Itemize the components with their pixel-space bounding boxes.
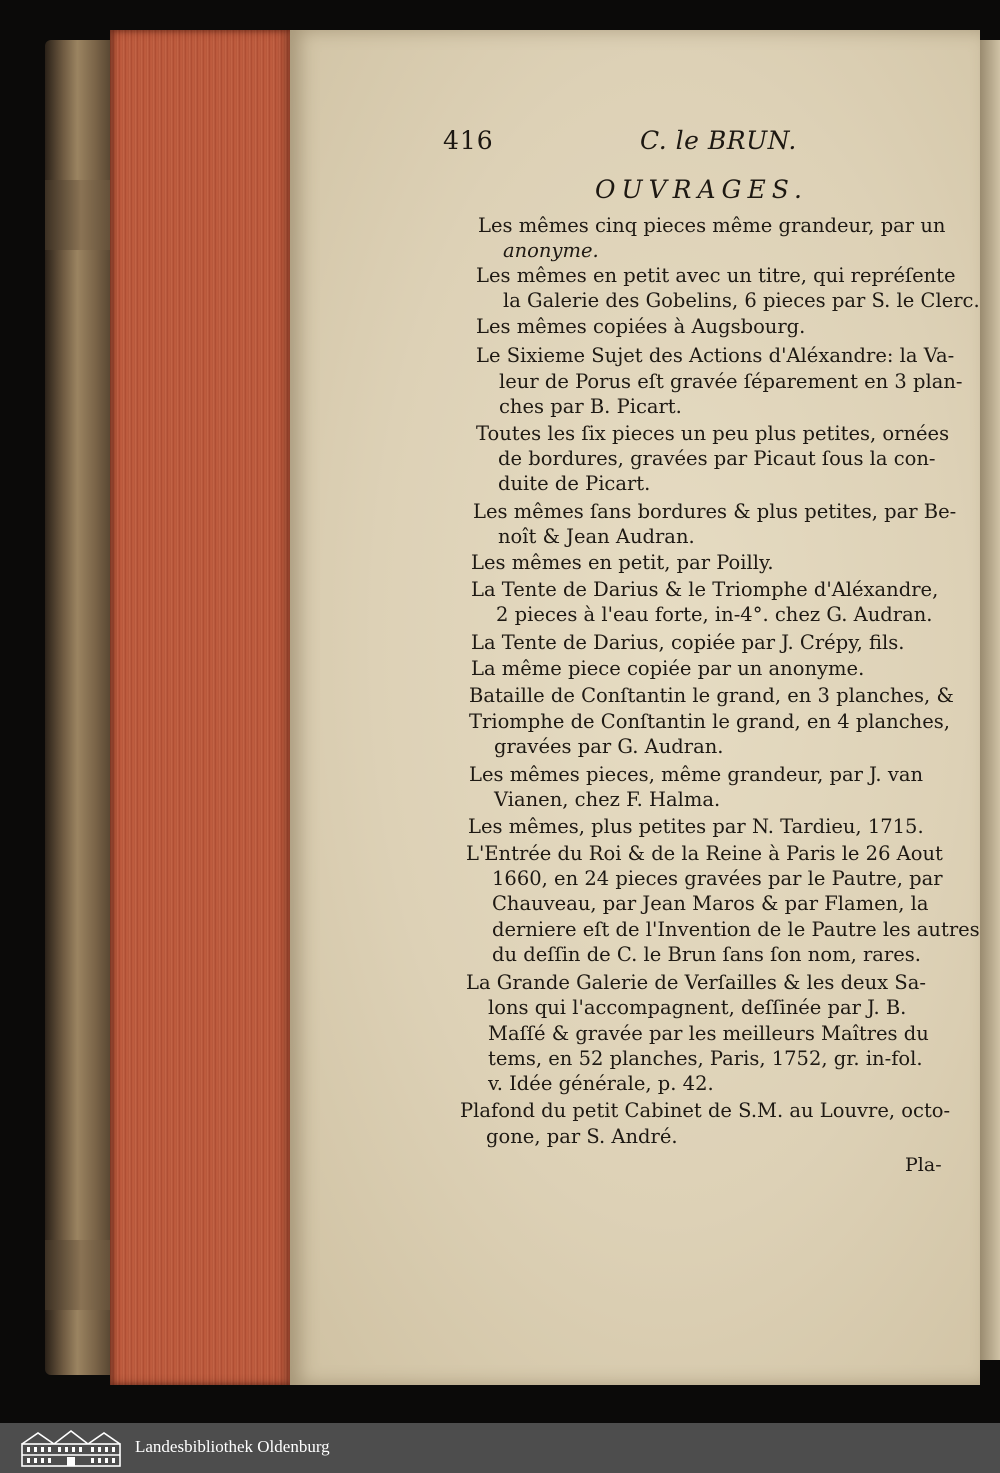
text-line: Bataille de Conſtantin le grand, en 3 planches, & bbox=[469, 684, 954, 707]
page-number: 416 bbox=[443, 126, 494, 155]
text-line: anonyme. bbox=[503, 239, 599, 262]
text-line: La même piece copiée par un anonyme. bbox=[471, 657, 865, 680]
section-title: OUVRAGES. bbox=[595, 175, 808, 204]
cover-band bbox=[45, 180, 117, 250]
text-line: la Galerie des Gobelins, 6 pieces par S. le Clerc. bbox=[503, 289, 980, 312]
text-line: Les mêmes cinq pieces même grandeur, par un bbox=[478, 214, 946, 237]
text-line: tems, en 52 planches, Paris, 1752, gr. in-fol. bbox=[488, 1047, 923, 1070]
library-building-icon bbox=[18, 1428, 124, 1472]
text-line: Vianen, chez F. Halma. bbox=[494, 788, 721, 811]
text-line: gravées par G. Audran. bbox=[494, 735, 724, 758]
text-line: L'Entrée du Roi & de la Reine à Paris le 26 Aout bbox=[466, 842, 943, 865]
text-line: Plafond du petit Cabinet de S.M. au Louvre, octo- bbox=[460, 1099, 951, 1122]
text-line: ches par B. Picart. bbox=[499, 395, 682, 418]
text-line: Les mêmes ſans bordures & plus petites, par Be- bbox=[473, 500, 957, 523]
text-line: 2 pieces à l'eau forte, in-4°. chez G. Audran. bbox=[496, 603, 933, 626]
red-page-edges bbox=[110, 30, 292, 1385]
catchword: Pla- bbox=[905, 1154, 942, 1176]
text-line: Les mêmes, plus petites par N. Tardieu, 1715. bbox=[468, 815, 924, 838]
running-head: C. le BRUN. bbox=[640, 126, 797, 155]
library-name: Landesbibliothek Oldenburg bbox=[135, 1437, 330, 1456]
text-line: v. Idée générale, p. 42. bbox=[488, 1072, 714, 1095]
text-line: duite de Picart. bbox=[498, 472, 651, 495]
text-line: Chauveau, par Jean Maros & par Flamen, la bbox=[492, 892, 929, 915]
text-line: du deſſin de C. le Brun ſans ſon nom, rares. bbox=[492, 943, 921, 966]
text-line: gone, par S. André. bbox=[486, 1125, 678, 1148]
book-page bbox=[290, 30, 980, 1385]
text-line: 1660, en 24 pieces gravées par le Pautre, par bbox=[492, 867, 943, 890]
text-line: derniere eſt de l'Invention de le Pautre les autres bbox=[492, 918, 980, 941]
text-line: Les mêmes copiées à Augsbourg. bbox=[476, 315, 806, 338]
text-line: La Grande Galerie de Verſailles & les deux Sa- bbox=[466, 971, 926, 994]
text-line: lons qui l'accompagnent, deſſinée par J. B. bbox=[488, 996, 907, 1019]
text-line: Le Sixieme Sujet des Actions d'Aléxandre: la Va- bbox=[476, 344, 955, 367]
text-line: de bordures, gravées par Picaut ſous la con- bbox=[498, 447, 936, 470]
text-line: Les mêmes en petit, par Poilly. bbox=[471, 551, 774, 574]
text-line: Triomphe de Conſtantin le grand, en 4 planches, bbox=[469, 710, 950, 733]
text-line: noît & Jean Audran. bbox=[498, 525, 695, 548]
text-line: La Tente de Darius & le Triomphe d'Aléxandre, bbox=[471, 578, 939, 601]
text-line: Toutes les ſix pieces un peu plus petites, ornées bbox=[476, 422, 950, 445]
cover-band bbox=[45, 1240, 117, 1310]
text-line: leur de Porus eſt gravée ſéparement en 3 plan- bbox=[499, 370, 963, 393]
text-line: Les mêmes en petit avec un titre, qui repréſente bbox=[476, 264, 956, 287]
text-line: Maſſé & gravée par les meilleurs Maîtres du bbox=[488, 1022, 929, 1045]
text-line: Les mêmes pieces, même grandeur, par J. van bbox=[469, 763, 924, 786]
library-footer bbox=[0, 1423, 1000, 1473]
text-line: La Tente de Darius, copiée par J. Crépy, fils. bbox=[471, 631, 905, 654]
